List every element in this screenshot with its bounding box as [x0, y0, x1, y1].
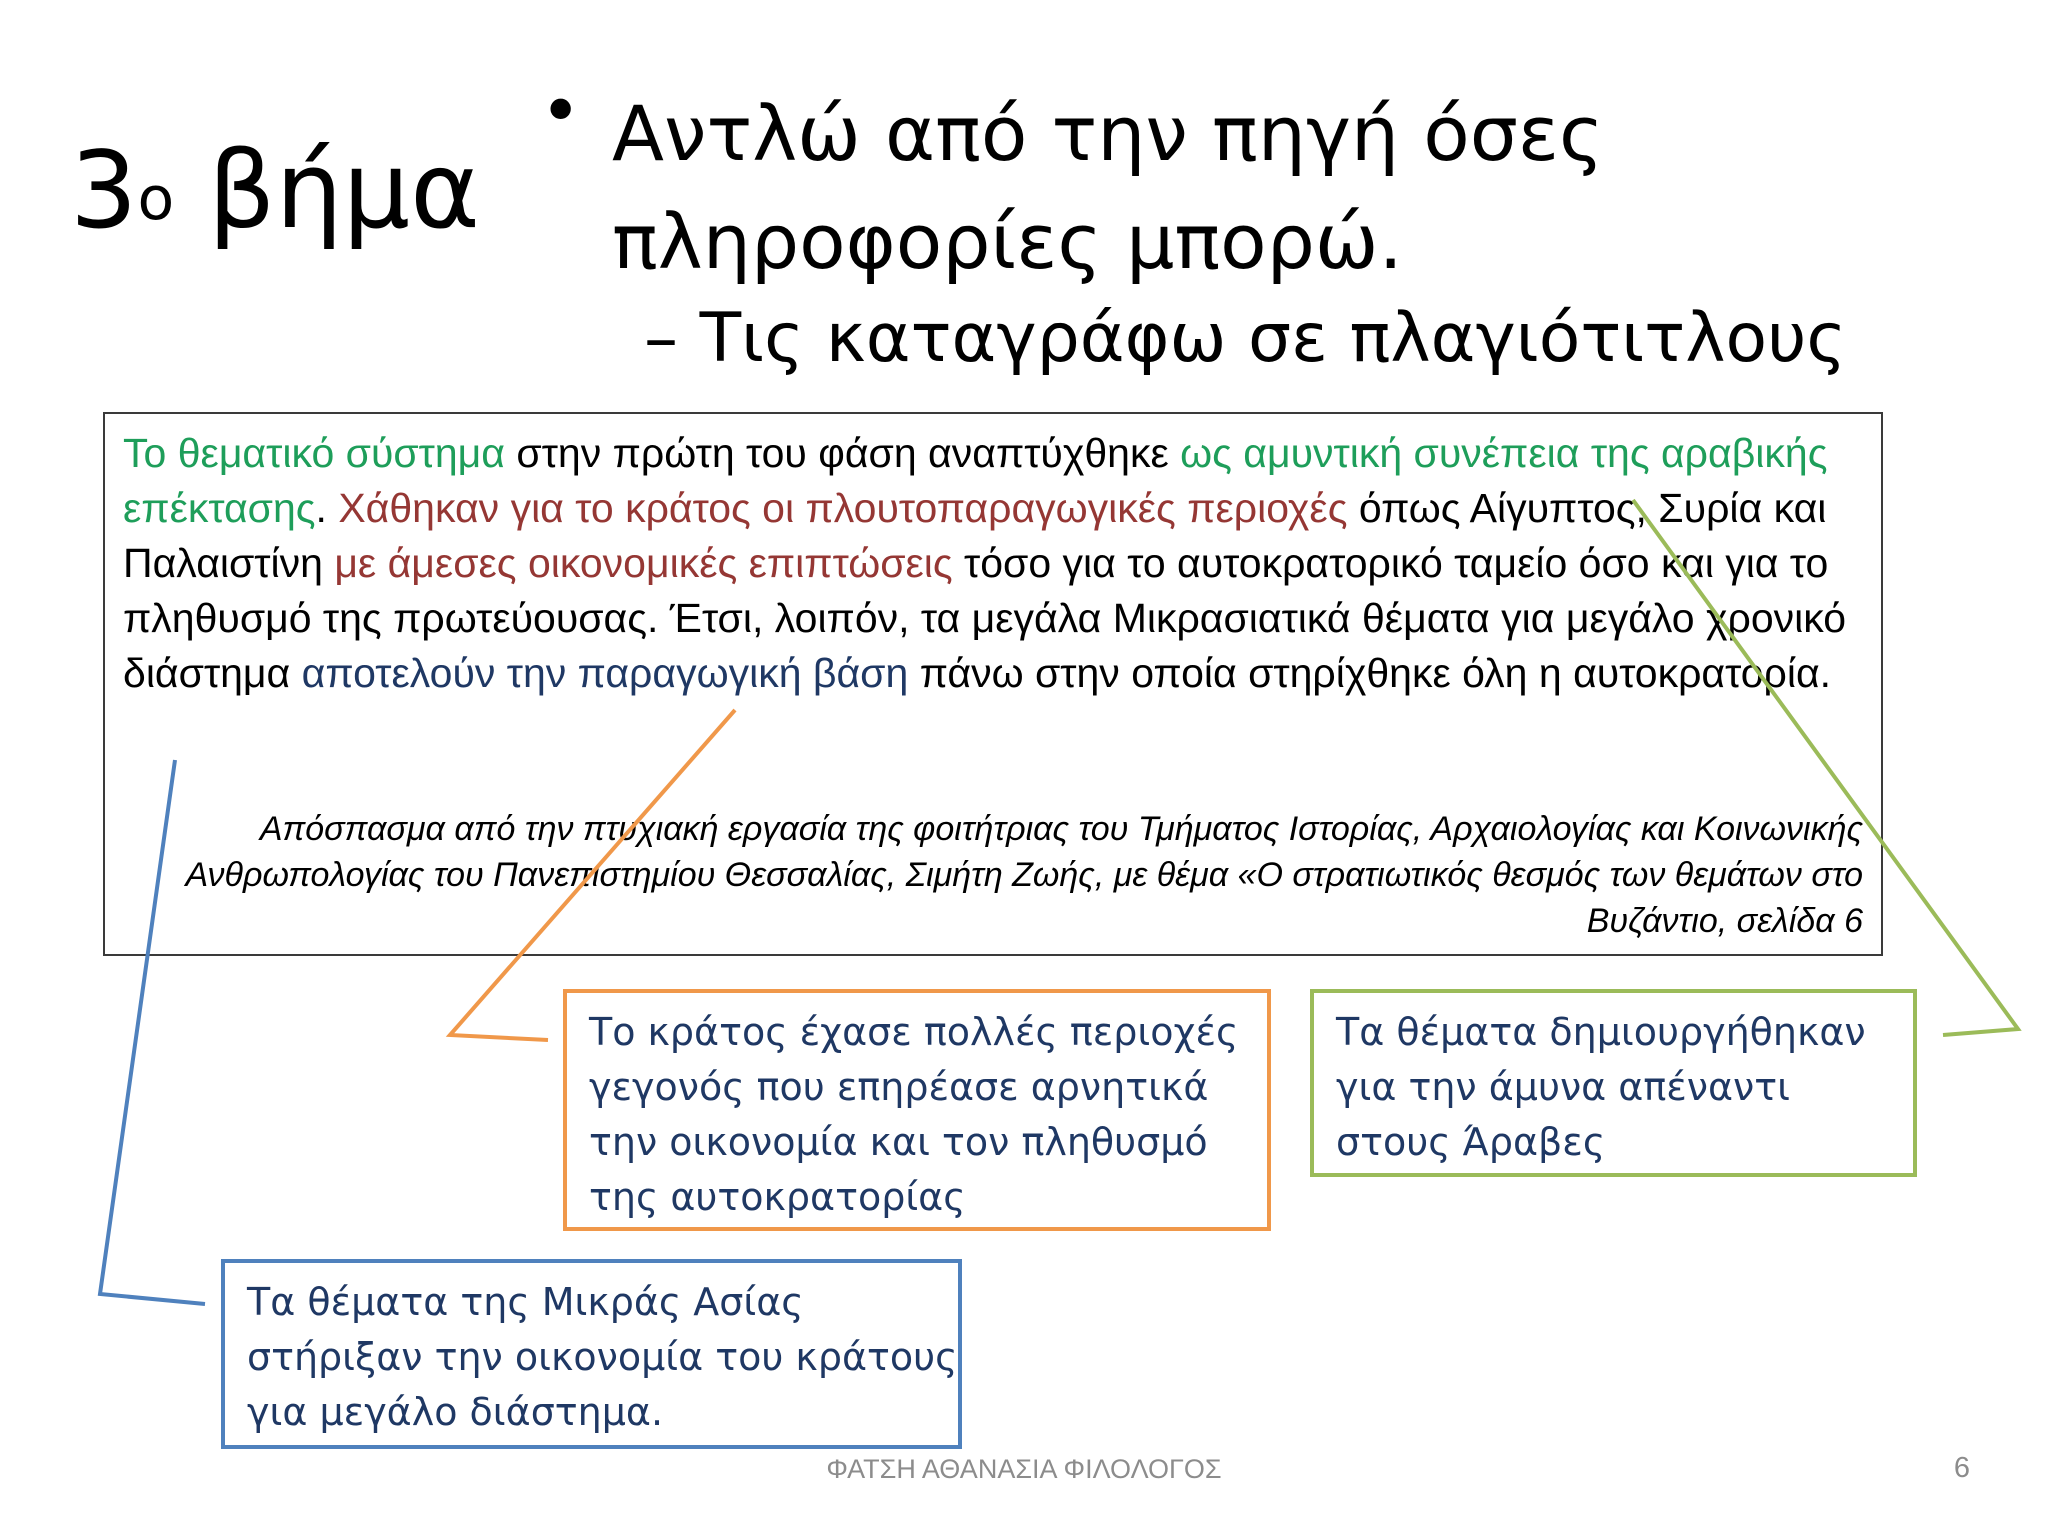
step-word: βήμα	[207, 129, 481, 252]
excerpt-text-segment: στην πρώτη του φάση αναπτύχθηκε	[505, 430, 1181, 476]
main-bullet-text: Αντλώ από την πηγή όσες πληροφορίες μπορώ.	[612, 89, 1604, 286]
step-ordinal-superscript: ο	[137, 164, 175, 234]
annotation-box-lost-regions	[563, 989, 1271, 1231]
source-excerpt-box	[103, 412, 1883, 956]
excerpt-highlight-lost-regions: Χάθηκαν για το κράτος οι πλουτοπαραγωγικές περιοχές	[338, 485, 1348, 531]
excerpt-text-segment: .	[315, 485, 339, 531]
excerpt-paragraph	[123, 426, 1883, 701]
excerpt-highlight-defensive-consequence: ως αμυντική συνέπεια της αραβικής επέκτασης	[123, 430, 1828, 531]
excerpt-text-segment: τόσο για το αυτοκρατορικό ταμείο όσο και για το πληθυσμό της πρωτεύουσας. Έτσι, λοιπόν, τα μεγάλα Μικρασιατικά θέματα για μεγάλο χρονικό διάστημα	[123, 540, 1847, 696]
excerpt-text-segment: όπως Αίγυπτος, Συρία και Παλαιστίνη	[123, 485, 1827, 586]
annotation-text: Τα θέματα της Μικράς Ασίας στήριξαν την οικονομία του κράτους για μεγάλο διάστημα.	[247, 1280, 958, 1434]
step-number: 3	[70, 129, 138, 252]
step-title	[70, 129, 481, 252]
annotation-text: Το κράτος έχασε πολλές περιοχές γεγονός που επηρέασε αρνητικά την οικονομία και τον πληθυσμό της αυτοκρατορίας	[589, 1010, 1239, 1219]
excerpt-highlight-productive-base: αποτελούν την παραγωγική βάση	[301, 650, 909, 696]
sub-bullet-text: – Τις καταγράφω σε πλαγιότιτλους	[644, 299, 1847, 378]
excerpt-text-segment: πάνω στην οποία στηρίχθηκε όλη η αυτοκρατορία.	[908, 650, 1832, 696]
excerpt-highlight-economic-effects: με άμεσες οικονομικές επιπτώσεις	[334, 540, 953, 586]
footer-author: ΦΑΤΣΗ ΑΘΑΝΑΣΙΑ ΦΙΛΟΛΟΓΟΣ	[826, 1454, 1222, 1484]
bullet-marker: •	[540, 70, 582, 152]
page-number: 6	[1953, 1452, 1970, 1484]
annotation-text: Τα θέματα δημιουργήθηκαν για την άμυνα απέναντι στους Άραβες	[1336, 1010, 1866, 1164]
excerpt-citation: Απόσπασμα από την πτυχιακή εργασία της φοιτήτριας του Τμήματος Ιστορίας, Αρχαιολογίας και Κοινωνικής Ανθρωπολογίας του Πανεπιστημίου Θεσσαλίας, Σιμήτη Ζωής, με θέμα «Ο στρατιωτικός θεσμός των θεμάτων στο Βυζάντιο, σελίδα 6	[185, 810, 1863, 940]
annotation-box-asia-minor-economy	[221, 1259, 962, 1449]
excerpt-highlight-thematic-system: Το θεματικό σύστημα	[123, 430, 505, 476]
annotation-box-defense-against-arabs	[1310, 989, 1917, 1177]
